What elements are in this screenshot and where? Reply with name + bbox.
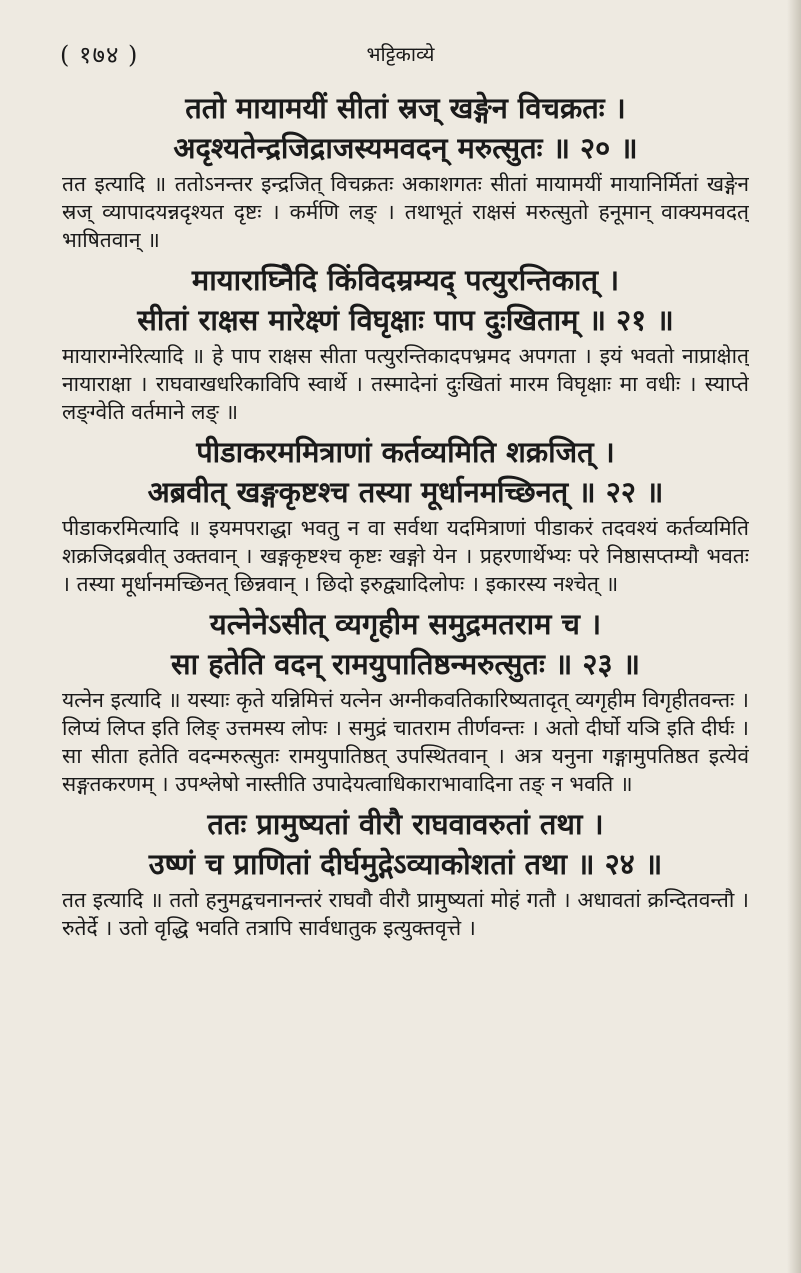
commentary: यत्नेन इत्यादि ॥ यस्याः कृते यन्निमित्तं यत्नेन अग्नीकवतिकारिष्यतादृत् व्यगृहीम विगृहीतवन्तः । लिप्यं लिप्त इति लिङ् उत्तमस्य लोपः । समुद्रं चातराम तीर्णवन्तः । अतो दीर्घो यञि इति दीर्घः । सा सीता हतेति वदन्मरुत्सुतः रामयुपातिष्ठत् उपस्थितवान् । अत्र यनुना गङ्गामुपतिष्ठत इत्येवं सङ्गतकरणम् । उपश्लेषो नास्तीति उपादेयत्वाधिकाराभावादिना तङ् न भवति ॥ xyxy=(62,688,749,796)
verse-block xyxy=(62,804,749,942)
commentary: तत इत्यादि ॥ ततो हनुमद्वचनानन्तरं राघवौ वीरौ प्रामुष्यतां मोहं गतौ । अधावतां क्रन्दितवन्तौ । रुतेर्दे । उतो वृद्धि भवति तत्रापि सार्वधातुक इत्युक्तवृत्ते । xyxy=(62,888,749,940)
verse-line: अब्रवीत् खङ्गकृष्टश्च तस्या मूर्धानमच्छिनत् ॥ २२ ॥ xyxy=(147,475,664,509)
commentary: तत इत्यादि ॥ ततोऽनन्तर इन्द्रजित् विचक्रतः अकाशगतः सीतां मायामयीं मायानिर्मितां खङ्गेन स्रज् व्यापादयन्नदृश्यत दृष्टः । कर्मणि लङ् । तथाभूतं राक्षसं मरुत्सुतो हनूमान् वाक्यमवदत् भाषितवान् ॥ xyxy=(62,172,749,252)
verse-line: सीतां राक्षस मारेक्ष्णं विघृक्षाः पाप दुःखिताम् ॥ २१ ॥ xyxy=(137,303,674,337)
commentary: पीडाकरमित्यादि ॥ इयमपराद्धा भवतु न वा सर्वथा यदमित्राणां पीडाकरं तदवश्यं कर्तव्यमिति शक्रजिदब्रवीत् उक्तवान् । खङ्गकृष्टश्च कृष्टः खङ्गो येन । प्रहरणार्थेभ्यः परे निष्ठासप्तम्यौ भवतः । तस्या मूर्धानमच्छिनत् छिन्नवान् । छिदो इरुद्व्यादिलोपः । इकारस्य नश्चेत् ॥ xyxy=(62,516,749,596)
verse-block xyxy=(62,432,749,598)
verse-line: पीडाकरममित्राणां कर्तव्यमिति शक्रजित् । xyxy=(196,435,615,469)
verse-block xyxy=(62,260,749,426)
commentary: मायाराग्नेरित्यादि ॥ हे पाप राक्षस सीता पत्युरन्तिकादपभ्रमद अपगता । इयं भवतो नाप्राक्षेात् नायाराक्षा । राघवाखधरिकाविपि स्वार्थे । तस्मादेनां दुःखितां मारम विघृक्षाः मा वधीः । स्याप्ते लङ्ग्वेति वर्तमाने लङ् ॥ xyxy=(62,344,749,424)
verse-line: अदृश्यतेन्द्रजिद्राजस्यमवदन् मरुत्सुतः ॥ २० ॥ xyxy=(173,131,638,165)
page-number: ( १७४ ) xyxy=(60,41,139,69)
verse-line: मायाराघ्नेिदि किंविदम्रम्यद् पत्युरन्तिकात् । xyxy=(191,263,620,297)
running-title: भट्टिकाव्ये xyxy=(366,42,435,66)
verse-line: सा हतेति वदन् रामयुपातिष्ठन्मरुत्सुतः ॥ २३ ॥ xyxy=(170,647,640,681)
verse-line: यत्नेनेऽसीत् व्यगृहीम समुद्रमतराम च । xyxy=(209,607,602,641)
page-header xyxy=(60,38,741,72)
verse-block xyxy=(62,88,749,254)
verse-block xyxy=(62,604,749,798)
verse-line: ततः प्रामुष्यतां वीरौ राघवावरुतां तथा । xyxy=(207,807,604,841)
verse-line: ततो मायामयीं सीतां स्रज् खङ्गेन विचक्रतः । xyxy=(185,91,626,125)
page-edge-shadow xyxy=(787,0,801,1273)
verse-line: उष्णं च प्राणितां दीर्घमुद्गेऽव्याकोशतां तथा ॥ २४ ॥ xyxy=(148,847,663,881)
page-body xyxy=(62,88,749,948)
